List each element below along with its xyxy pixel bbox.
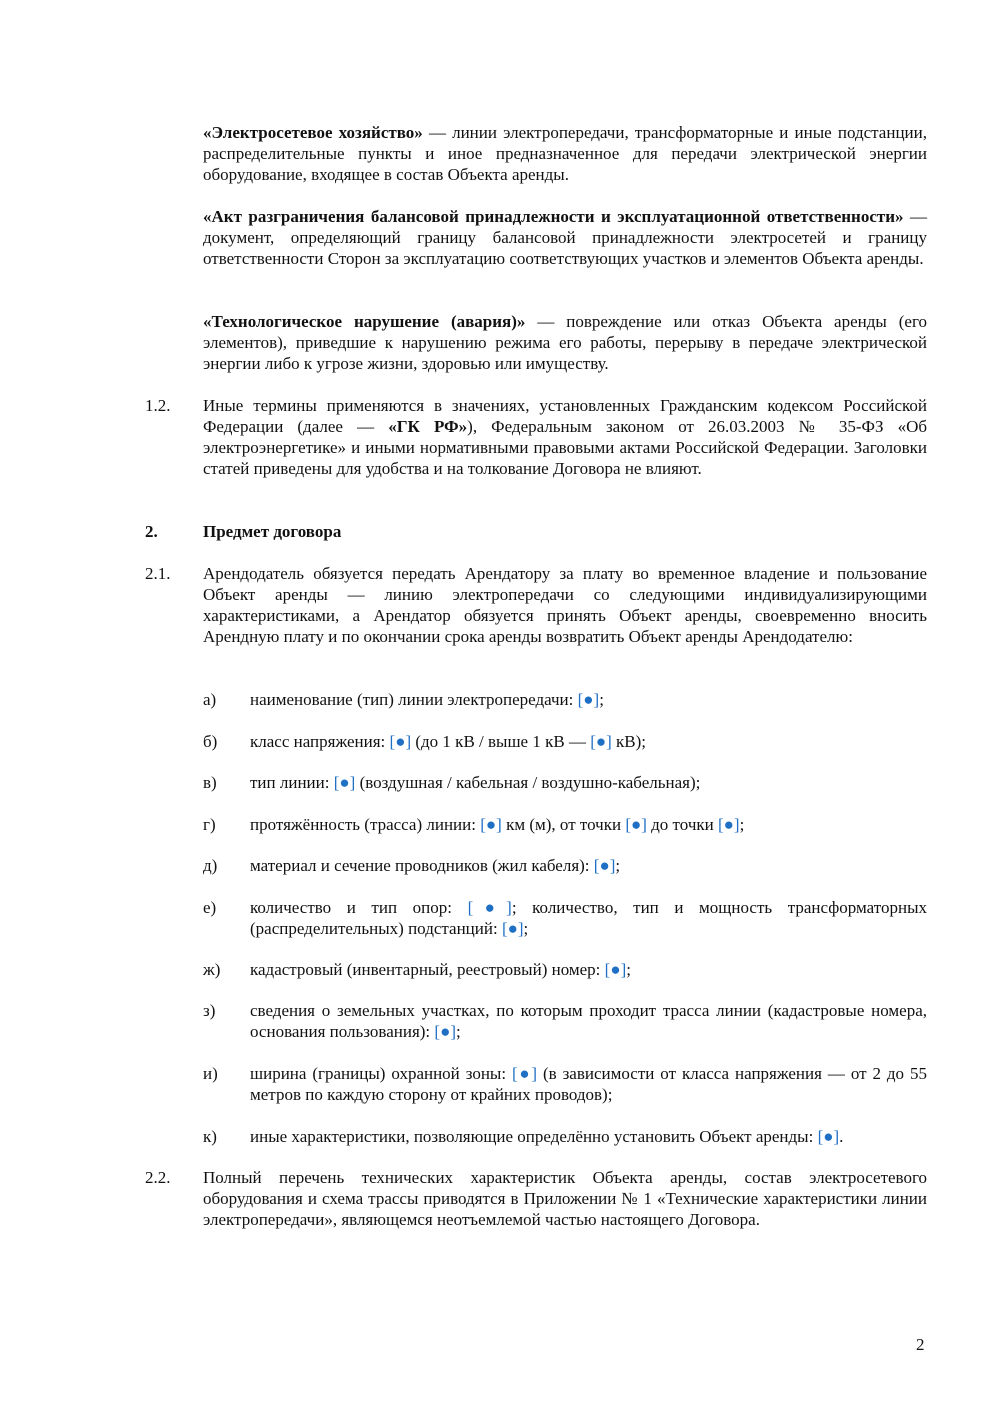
list-item bbox=[250, 855, 927, 876]
list-item-letter: и) bbox=[203, 1064, 218, 1083]
list-item bbox=[250, 689, 927, 710]
list-item bbox=[250, 814, 927, 835]
list-item-letter: е) bbox=[203, 898, 217, 917]
definition-text: — документ, определяющий границу балансовой принадлежности электросетей и границу ответственности Сторон за эксплуатацию соответствующих участков и элементов Объекта аренды. bbox=[203, 207, 928, 268]
definition-text: — линии электропередачи, трансформаторные и иные подстанции, распределительные пункты и иное предназначенное для передачи электрической энергии оборудование, входящее в состав Объекта аренды. bbox=[203, 123, 927, 184]
placeholder-field[interactable]: [●] bbox=[389, 732, 412, 751]
list-item-text: сведения о земельных участках, по которым проходит трасса линии (кадастровые номера, основания пользования): bbox=[250, 1001, 927, 1041]
placeholder-field[interactable]: [●] bbox=[717, 815, 740, 834]
placeholder-field[interactable]: [●] bbox=[467, 898, 512, 917]
list-item bbox=[250, 731, 927, 752]
definition-power-grid bbox=[203, 122, 927, 185]
list-item-letter: б) bbox=[203, 732, 218, 751]
list-item-text: (воздушная / кабельная / воздушно-кабельная); bbox=[355, 773, 701, 792]
placeholder-field[interactable]: [●] bbox=[590, 732, 612, 751]
list-item bbox=[250, 1063, 927, 1105]
clause-1-2-text bbox=[203, 395, 927, 479]
list-item-letter: в) bbox=[203, 773, 217, 792]
list-item-text: иные характеристики, позволяющие определённо установить Объект аренды: bbox=[250, 1127, 818, 1146]
definition-act-of-delimitation bbox=[203, 206, 927, 269]
list-item-text: кВ); bbox=[611, 732, 647, 751]
list-item-letter: к) bbox=[203, 1127, 217, 1146]
list-item-text: ; bbox=[523, 919, 529, 938]
list-item-text: ; bbox=[739, 815, 745, 834]
list-item-text: наименование (тип) линии электропередачи: bbox=[250, 690, 578, 709]
list-item-text: ; bbox=[599, 690, 604, 709]
list-item-text: ; количество, тип и мощность трансформаторных (распределительных) подстанций: bbox=[250, 898, 928, 938]
placeholder-field[interactable]: [●] bbox=[604, 960, 627, 979]
list-item-letter: а) bbox=[203, 690, 217, 709]
placeholder-field[interactable]: [●] bbox=[577, 690, 600, 709]
section-title: Предмет договора bbox=[203, 522, 342, 541]
clause-text-part: Иные термины применяются в значениях, установленных Гражданским кодексом Российской Федерации (далее — bbox=[203, 396, 927, 436]
list-item-text: протяжённость (трасса) линии: bbox=[250, 815, 481, 834]
list-item-text: (до 1 кВ / выше 1 кВ — bbox=[411, 732, 591, 751]
definition-text: — повреждение или отказ Объекта аренды (его элементов), приведшие к нарушению режима его работы, перерыву в передаче электрической энергии либо к угрозе жизни, здоровью или имуществу. bbox=[203, 312, 928, 373]
list-item bbox=[250, 772, 927, 793]
placeholder-field[interactable]: [●] bbox=[512, 1064, 538, 1083]
list-item-text: количество и тип опор: bbox=[250, 898, 468, 917]
list-item bbox=[250, 1126, 927, 1147]
definition-term: «Акт разграничения балансовой принадлежности и эксплуатационной ответственности» bbox=[203, 207, 904, 226]
clause-number: 1.2. bbox=[145, 396, 171, 415]
list-item-text: ; bbox=[456, 1022, 461, 1041]
list-item-text: . bbox=[839, 1127, 844, 1146]
placeholder-field[interactable]: [●] bbox=[817, 1127, 840, 1146]
clause-bold-term: «ГК РФ» bbox=[388, 417, 468, 436]
placeholder-field[interactable]: [●] bbox=[333, 773, 356, 792]
placeholder-field[interactable]: [●] bbox=[625, 815, 647, 834]
list-item-text: тип линии: bbox=[250, 773, 334, 792]
definition-term: «Технологическое нарушение (авария)» bbox=[203, 312, 526, 331]
list-item-letter: ж) bbox=[203, 960, 221, 979]
definition-technological-failure bbox=[203, 311, 927, 374]
list-item-text: материал и сечение проводников (жил кабеля): bbox=[250, 856, 594, 875]
list-item-text: км (м), от точки bbox=[501, 815, 626, 834]
list-item-text: класс напряжения: bbox=[250, 732, 390, 751]
list-item-text: до точки bbox=[646, 815, 718, 834]
placeholder-field[interactable]: [●] bbox=[480, 815, 502, 834]
clause-number: 2.2. bbox=[145, 1168, 171, 1187]
list-item-letter: г) bbox=[203, 815, 216, 834]
placeholder-field[interactable]: [●] bbox=[434, 1022, 456, 1041]
list-item-text: (в зависимости от класса напряжения — от 2 до 55 метров по каждую сторону от крайних проводов); bbox=[250, 1064, 927, 1104]
list-item-text: ; bbox=[626, 960, 631, 979]
page-number: 2 bbox=[916, 1335, 925, 1354]
list-item-letter: д) bbox=[203, 856, 218, 875]
section-number: 2. bbox=[145, 522, 158, 541]
list-item bbox=[250, 897, 927, 939]
clause-number: 2.1. bbox=[145, 564, 171, 583]
clause-text-part: ), Федеральным законом от 26.03.2003 № 35-ФЗ «Об электроэнергетике» и иными нормативными правовыми актами Российской Федерации. Заголовки статей приведены для удобства и на толкование Договора не влияют. bbox=[203, 417, 927, 478]
placeholder-field[interactable]: [●] bbox=[501, 919, 524, 938]
placeholder-field[interactable]: [●] bbox=[593, 856, 616, 875]
list-item-text: ширина (границы) охранной зоны: bbox=[250, 1064, 513, 1083]
definition-term: «Электросетевое хозяйство» bbox=[203, 123, 423, 142]
clause-2-2-text: Полный перечень технических характеристик Объекта аренды, состав электросетевого оборудования и схема трассы приводятся в Приложении № 1 «Технические характеристики линии электропередачи», являющемся неотъемлемой частью настоящего Договора. bbox=[203, 1168, 927, 1229]
list-item bbox=[250, 959, 927, 980]
list-item-letter: з) bbox=[203, 1001, 216, 1020]
list-item bbox=[250, 1000, 927, 1042]
list-item-text: ; bbox=[615, 856, 621, 875]
clause-2-1-text: Арендодатель обязуется передать Арендатору за плату во временное владение и пользование Объект аренды — линию электропередачи со следующими индивидуализирующими характеристиками, а Арендатор обязуется принять Объект аренды, своевременно вносить Арендную плату и по окончании срока аренды возвратить Объект аренды Арендодателю: bbox=[203, 564, 927, 646]
list-item-text: кадастровый (инвентарный, реестровый) номер: bbox=[250, 960, 605, 979]
